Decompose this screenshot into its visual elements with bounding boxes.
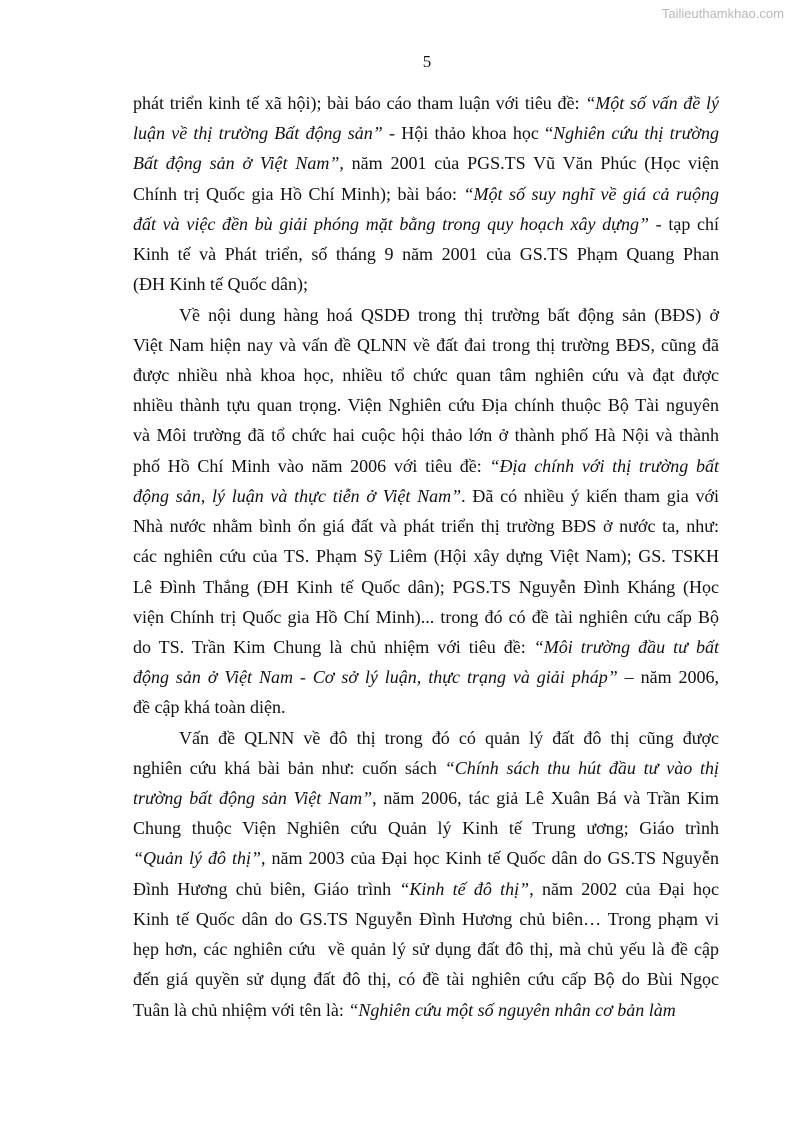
text-line bbox=[133, 995, 719, 1025]
text-line bbox=[133, 88, 719, 118]
text-line bbox=[133, 964, 719, 994]
text-line bbox=[133, 511, 719, 541]
text-line bbox=[133, 451, 719, 481]
body-text: Chính trị Quốc gia Hồ Chí Minh); bài báo: bbox=[133, 183, 464, 204]
italic-title-text: Bất động sản ở Việt Nam” bbox=[133, 153, 340, 174]
body-text: Vấn đề QLNN về đô thị trong đó có quản lý đất đô thị cũng được bbox=[179, 727, 719, 748]
italic-title-text: “Quản lý đô thị” bbox=[133, 848, 262, 869]
body-text: Việt Nam hiện nay và vấn đề QLNN về đất đai trong thị trường BĐS, cũng đã bbox=[133, 334, 719, 355]
text-line bbox=[133, 390, 719, 420]
page-number: 5 bbox=[422, 52, 432, 71]
text-line bbox=[133, 904, 719, 934]
watermark: Tailieuthamkhao.com bbox=[661, 6, 784, 21]
body-text: nghiên cứu khá bài bản như: cuốn sách bbox=[133, 757, 445, 778]
body-text: , năm 2002 của Đại học bbox=[529, 878, 719, 899]
text-line bbox=[133, 148, 719, 178]
text-line bbox=[133, 753, 719, 783]
text-line bbox=[133, 360, 719, 390]
text-line bbox=[133, 179, 719, 209]
body-text: phố Hồ Chí Minh vào năm 2006 với tiêu đề: bbox=[133, 455, 490, 476]
italic-title-text: “Địa chính với thị trường bất bbox=[489, 455, 720, 476]
body-text: nhiều thành tựu quan trọng. Viện Nghiên cứu Địa chính thuộc Bộ Tài nguyên bbox=[133, 395, 719, 416]
body-text: . Đã có nhiều ý kiến tham gia với bbox=[461, 485, 719, 506]
body-text: Tuân là chủ nhiệm với tên là: bbox=[133, 999, 349, 1020]
body-text: viện Chính trị Quốc gia Hồ Chí Minh)... trong đó có đề tài nghiên cứu cấp Bộ bbox=[133, 606, 719, 627]
body-text: đề cập khá toàn diện. bbox=[133, 697, 286, 718]
text-line bbox=[133, 813, 719, 843]
body-text: (ĐH Kinh tế Quốc dân); bbox=[133, 274, 308, 295]
text-line bbox=[133, 934, 719, 964]
text-line bbox=[133, 209, 719, 239]
italic-title-text: “Một số suy nghĩ về giá cả ruộng bbox=[463, 183, 719, 204]
text-line bbox=[133, 602, 719, 632]
body-text: các nghiên cứu của TS. Phạm Sỹ Liêm (Hội xây dựng Việt Nam); GS. TSKH bbox=[133, 546, 719, 567]
body-text: phát triển kinh tế xã hội); bài báo cáo tham luận với tiêu đề: bbox=[133, 93, 586, 113]
body-text: - Hội thảo khoa học “ bbox=[382, 123, 554, 144]
italic-title-text: động sản ở Việt Nam - Cơ sở lý luận, thực trạng và giải pháp” bbox=[133, 667, 618, 688]
body-text: Về nội dung hàng hoá QSDĐ trong thị trường bất động sản (BĐS) ở bbox=[179, 304, 719, 325]
body-text: Lê Đình Thắng (ĐH Kinh tế Quốc dân); PGS.TS Nguyễn Đình Kháng (Học bbox=[133, 576, 719, 597]
body-text: và Môi trường đã tổ chức hai cuộc hội thảo lớn ở thành phố Hà Nội và thành bbox=[133, 425, 719, 446]
text-line bbox=[133, 723, 719, 753]
body-text: đến giá quyền sử dụng đất đô thị, có đề tài nghiên cứu cấp Bộ do Bùi Ngọc bbox=[133, 969, 719, 990]
text-line bbox=[133, 541, 719, 571]
body-text: , năm 2003 của Đại học Kinh tế Quốc dân do GS.TS Nguyễn bbox=[261, 848, 720, 869]
text-line bbox=[133, 300, 719, 330]
text-line bbox=[133, 662, 719, 692]
text-line bbox=[133, 572, 719, 602]
document-body bbox=[133, 88, 719, 1025]
body-text: Đình Hương chủ biên, Giáo trình bbox=[133, 878, 400, 899]
body-text: Chung thuộc Viện Nghiên cứu Quản lý Kinh tế Trung ương; Giáo trình bbox=[133, 818, 719, 839]
italic-title-text: trường bất động sản Việt Nam” bbox=[133, 788, 373, 809]
body-text: Kinh tế Quốc dân do GS.TS Nguyễn Đình Hương chủ biên… Trong phạm vi bbox=[133, 908, 719, 929]
text-line bbox=[133, 330, 719, 360]
text-line bbox=[133, 269, 719, 299]
body-text: Kinh tế và Phát triển, số tháng 9 năm 2001 của GS.TS Phạm Quang Phan bbox=[133, 244, 719, 265]
italic-title-text: đất và việc đền bù giải phóng mặt bằng trong quy hoạch xây dựng” bbox=[133, 213, 649, 234]
text-line bbox=[133, 692, 719, 722]
text-line bbox=[133, 632, 719, 662]
italic-title-text: “Chính sách thu hút đầu tư vào thị bbox=[444, 757, 720, 778]
italic-title-text: Nghiên cứu thị trường bbox=[553, 123, 720, 144]
text-line bbox=[133, 481, 719, 511]
body-text: do TS. Trần Kim Chung là chủ nhiệm với tiêu đề: bbox=[133, 636, 534, 657]
italic-title-text: “Nghiên cứu một số nguyên nhân cơ bản làm bbox=[348, 999, 676, 1020]
italic-title-text: “Kinh tế đô thị” bbox=[399, 878, 530, 899]
text-line bbox=[133, 118, 719, 148]
body-text: hẹp hơn, các nghiên cứu về quản lý sử dụng đất đô thị, mà chủ yếu là đề cập bbox=[133, 939, 719, 960]
body-text: được nhiều nhà khoa học, nhiều tổ chức quan tâm nghiên cứu và đạt được bbox=[133, 364, 719, 385]
body-text: , năm 2001 của PGS.TS Vũ Văn Phúc (Học viện bbox=[339, 153, 719, 174]
body-text: - tạp chí bbox=[648, 213, 719, 234]
text-line bbox=[133, 239, 719, 269]
text-line bbox=[133, 420, 719, 450]
body-text: Nhà nước nhằm bình ổn giá đất và phát triển thị trường BĐS ở nước ta, như: bbox=[133, 516, 719, 537]
text-line bbox=[133, 874, 719, 904]
italic-title-text: luận về thị trường Bất động sản” bbox=[133, 123, 383, 144]
italic-title-text: “Môi trường đầu tư bất bbox=[533, 636, 719, 657]
text-line bbox=[133, 783, 719, 813]
italic-title-text: “Một số vấn đề lý bbox=[585, 93, 719, 113]
italic-title-text: động sản, lý luận và thực tiễn ở Việt Nam” bbox=[133, 485, 462, 506]
body-text: , năm 2006, tác giả Lê Xuân Bá và Trần Kim bbox=[372, 788, 719, 809]
text-line bbox=[133, 843, 719, 873]
body-text: – năm 2006, bbox=[617, 667, 719, 688]
